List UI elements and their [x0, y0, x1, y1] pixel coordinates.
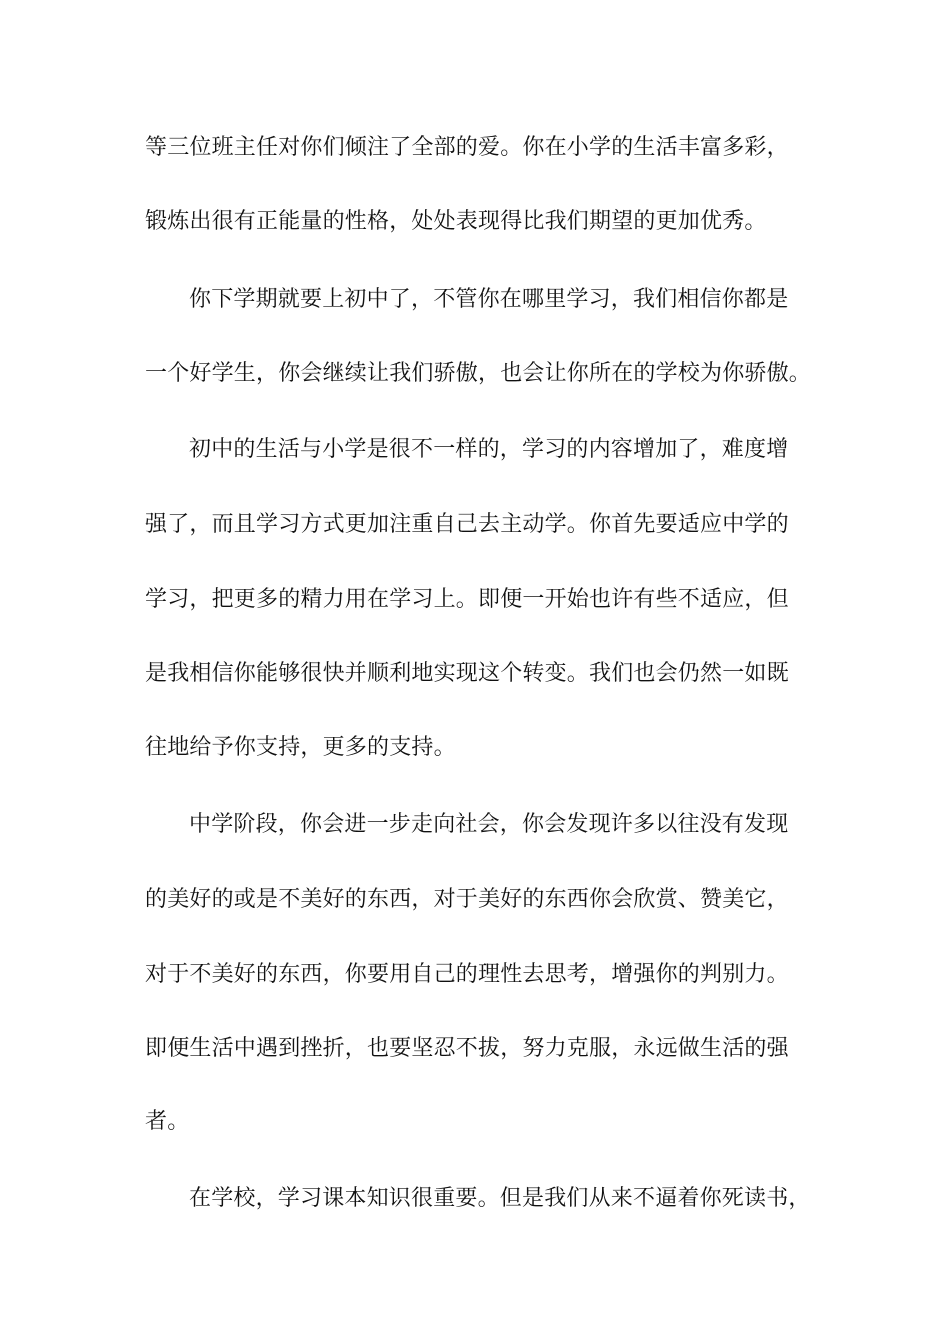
text-line: 即便生活中遇到挫折，也要坚忍不拔，努力克服，永远做生活的强	[145, 1036, 789, 1061]
text-line: 等三位班主任对你们倾注了全部的爱。你在小学的生活丰富多彩，	[145, 135, 789, 160]
text-line: 一个好学生，你会继续让我们骄傲，也会让你所在的学校为你骄傲。	[145, 361, 812, 386]
text-line: 学习，把更多的精力用在学习上。即便一开始也许有些不适应，但	[145, 587, 789, 612]
text-line: 是我相信你能够很快并顺利地实现这个转变。我们也会仍然一如既	[145, 661, 789, 686]
text-line: 者。	[145, 1109, 190, 1134]
paragraph-start-line: 在学校，学习课本知识很重要。但是我们从来不逼着你死读书，	[189, 1186, 811, 1211]
text-line: 的美好的或是不美好的东西，对于美好的东西你会欣赏、赞美它，	[145, 887, 789, 912]
paragraph-start-line: 中学阶段，你会进一步走向社会，你会发现许多以往没有发现	[189, 812, 789, 837]
text-line: 往地给予你支持，更多的支持。	[145, 735, 456, 760]
text-line: 锻炼出很有正能量的性格，处处表现得比我们期望的更加优秀。	[145, 209, 767, 234]
paragraph-start-line: 你下学期就要上初中了，不管你在哪里学习，我们相信你都是	[189, 287, 789, 312]
text-line: 强了，而且学习方式更加注重自己去主动学。你首先要适应中学的	[145, 512, 789, 537]
text-line: 对于不美好的东西，你要用自己的理性去思考，增强你的判别力。	[145, 962, 789, 987]
paragraph-start-line: 初中的生活与小学是很不一样的，学习的内容增加了，难度增	[189, 437, 789, 462]
